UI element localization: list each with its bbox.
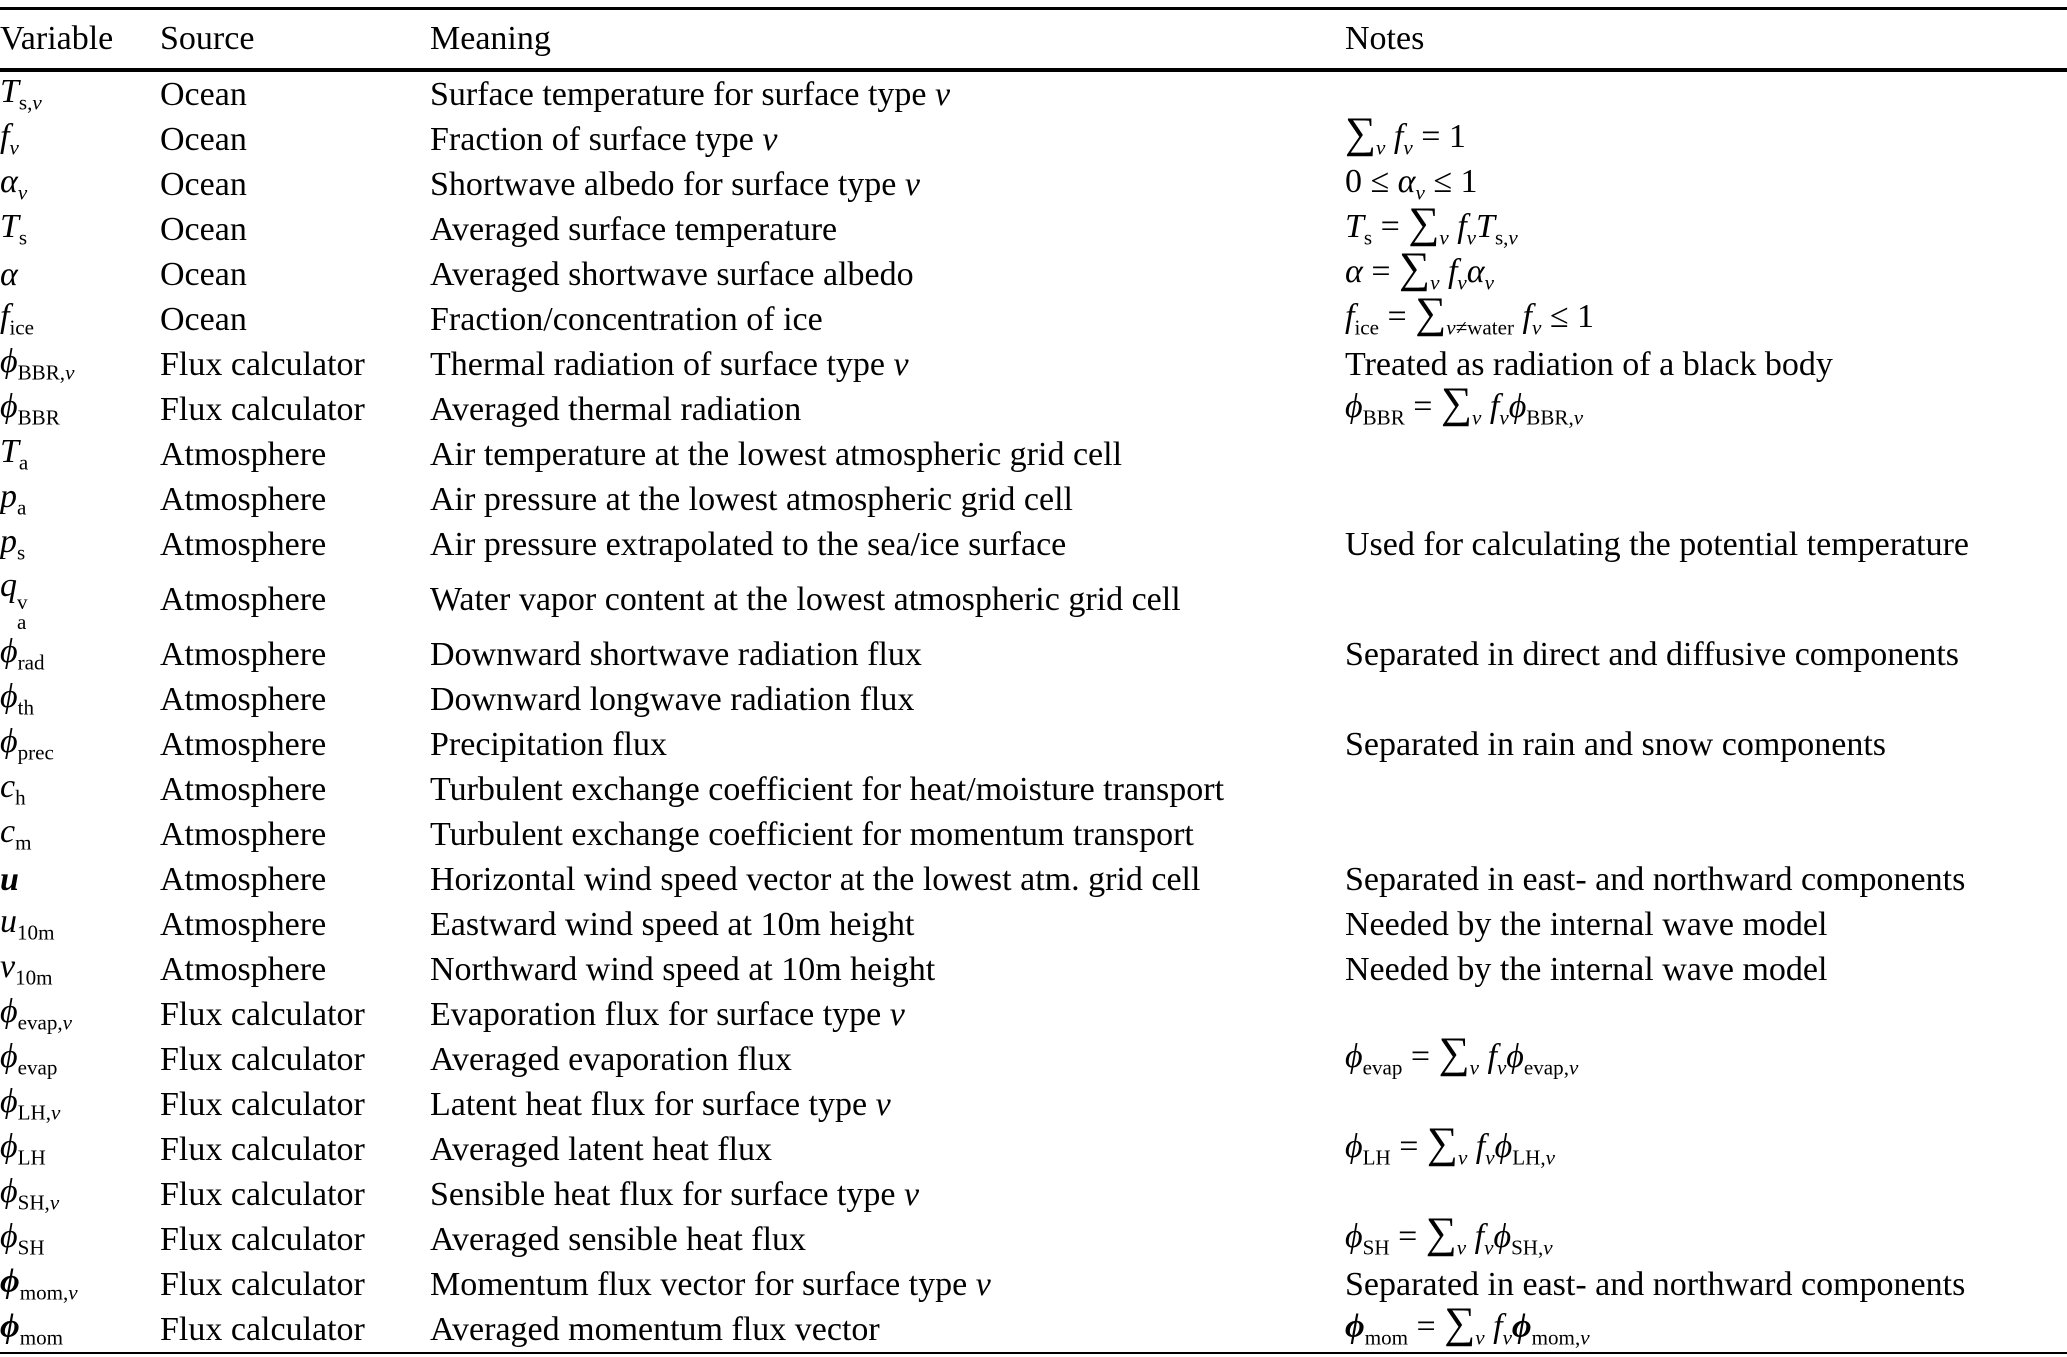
table-row xyxy=(0,722,2067,767)
table-row xyxy=(0,857,2067,902)
variable-cell: u xyxy=(0,860,19,898)
source-cell: Atmosphere xyxy=(160,435,327,473)
notes-cell xyxy=(1345,477,2067,522)
source-cell: Atmosphere xyxy=(160,770,327,808)
table-row xyxy=(0,477,2067,522)
notes-cell xyxy=(1345,767,2067,812)
notes-cell: $f_{ice} = \sum_{\nu\ne water}$ $f_\nu \le 1$ xyxy=(1345,289,1594,340)
source-cell: Atmosphere xyxy=(160,635,327,673)
meaning-cell: Averaged momentum flux vector xyxy=(430,1310,880,1348)
table-row xyxy=(0,767,2067,812)
meaning-cell: Evaporation flux for surface type ν xyxy=(430,995,905,1033)
source-cell: Ocean xyxy=(160,75,247,113)
meaning-cell: Precipitation flux xyxy=(430,725,668,763)
variable-cell: $\phi_{evap,\nu}$ xyxy=(0,993,73,1035)
notes-cell: Separated in east- and northward components xyxy=(1345,860,1966,898)
notes-cell: Separated in rain and snow components xyxy=(1345,725,1887,763)
table-row xyxy=(0,1127,2067,1172)
meaning-cell: Air pressure at the lowest atmospheric grid cell xyxy=(430,480,1073,518)
table-row xyxy=(0,1082,2067,1127)
source-cell: Atmosphere xyxy=(160,680,327,718)
variable-cell: $\phi_{prec}$ xyxy=(0,723,54,765)
table-row xyxy=(0,342,2067,387)
column-header-variable: Variable xyxy=(0,9,160,71)
table-row xyxy=(0,252,2067,297)
variable-cell: $T_a$ xyxy=(0,433,29,475)
meaning-cell: Averaged surface temperature xyxy=(430,210,838,248)
table-header-row xyxy=(0,9,2067,71)
meaning-cell: Downward shortwave radiation flux xyxy=(430,635,922,673)
variable-cell: $f_{ice}$ xyxy=(0,298,35,340)
variable-cell: α xyxy=(0,255,18,293)
source-cell: Atmosphere xyxy=(160,815,327,853)
table-row xyxy=(0,297,2067,342)
variable-cell: $p_a$ xyxy=(0,478,27,520)
variable-cell: $\phi_{BBR,\nu}$ xyxy=(0,343,75,385)
variable-cell: $\phi_{LH,\nu}$ xyxy=(0,1083,61,1125)
table-bottom-rule xyxy=(0,1352,2067,1357)
source-cell: Flux calculator xyxy=(160,1310,365,1348)
meaning-cell: Averaged evaporation flux xyxy=(430,1040,792,1078)
variable-cell: $\phi_{th}$ xyxy=(0,678,35,720)
table-row xyxy=(0,677,2067,722)
variable-cell: $\phi_{evap}$ xyxy=(0,1038,58,1080)
variable-cell: $\phi_{mom}$ xyxy=(0,1308,64,1350)
table-body xyxy=(0,70,2067,1352)
source-cell: Flux calculator xyxy=(160,995,365,1033)
table-row xyxy=(0,162,2067,207)
column-header-source: Source xyxy=(160,9,430,71)
meaning-cell: Turbulent exchange coefficient for momentum transport xyxy=(430,815,1194,853)
notes-cell: $\phi_{BBR} = \sum_\nu$ $f_\nu\phi_{BBR,\nu}$ xyxy=(1345,379,1584,430)
notes-cell: Separated in east- and northward components xyxy=(1345,1265,1966,1303)
meaning-cell: Shortwave albedo for surface type ν xyxy=(430,165,920,203)
source-cell: Flux calculator xyxy=(160,1130,365,1168)
meaning-cell: Averaged sensible heat flux xyxy=(430,1220,807,1258)
source-cell: Atmosphere xyxy=(160,725,327,763)
source-cell: Ocean xyxy=(160,300,247,338)
table-row xyxy=(0,1262,2067,1307)
meaning-cell: Averaged thermal radiation xyxy=(430,390,802,428)
variable-cell: $\phi_{SH}$ xyxy=(0,1218,45,1260)
variable-cell: $f_\nu$ xyxy=(0,118,19,160)
meaning-cell: Downward longwave radiation flux xyxy=(430,680,915,718)
table-row xyxy=(0,117,2067,162)
table-row xyxy=(0,432,2067,477)
table-row xyxy=(0,522,2067,567)
notes-cell xyxy=(1345,677,2067,722)
notes-cell: Separated in direct and diffusive components xyxy=(1345,635,1960,673)
table-row xyxy=(0,387,2067,432)
source-cell: Atmosphere xyxy=(160,905,327,943)
variable-cell: $u_{10m}$ xyxy=(0,903,55,945)
notes-cell xyxy=(1345,812,2067,857)
notes-cell: $\phi_{evap} = \sum_\nu$ $f_\nu\phi_{evap,\nu}$ xyxy=(1345,1029,1579,1080)
meaning-cell: Fraction/concentration of ice xyxy=(430,300,823,338)
table-row xyxy=(0,207,2067,252)
meaning-cell: Water vapor content at the lowest atmospheric grid cell xyxy=(430,580,1181,618)
table-row xyxy=(0,567,2067,632)
meaning-cell: Surface temperature for surface type ν xyxy=(430,75,951,113)
meaning-cell: Turbulent exchange coefficient for heat/moisture transport xyxy=(430,770,1225,808)
source-cell: Atmosphere xyxy=(160,480,327,518)
meaning-cell: Momentum flux vector for surface type ν xyxy=(430,1265,991,1303)
source-cell: Atmosphere xyxy=(160,580,327,618)
variable-cell: $c_m$ xyxy=(0,813,32,855)
meaning-cell: Air temperature at the lowest atmospheric grid cell xyxy=(430,435,1123,473)
column-header-meaning: Meaning xyxy=(430,9,1345,71)
variable-cell: $\alpha_\nu$ xyxy=(0,163,28,205)
table-row xyxy=(0,1037,2067,1082)
meaning-cell: Air pressure extrapolated to the sea/ice surface xyxy=(430,525,1067,563)
meaning-cell: Averaged shortwave surface albedo xyxy=(430,255,914,293)
variable-cell: $\phi_{rad}$ xyxy=(0,633,45,675)
meaning-cell: Eastward wind speed at 10m height xyxy=(430,905,915,943)
source-cell: Atmosphere xyxy=(160,525,327,563)
notes-cell: Needed by the internal wave model xyxy=(1345,905,1828,943)
variables-table xyxy=(0,7,2067,1352)
column-header-notes: Notes xyxy=(1345,9,2067,71)
table-row xyxy=(0,70,2067,117)
table-row xyxy=(0,1307,2067,1352)
variable-cell: $\phi_{BBR}$ xyxy=(0,388,60,430)
meaning-cell: Averaged latent heat flux xyxy=(430,1130,773,1168)
table-row xyxy=(0,992,2067,1037)
notes-cell: $\sum_\nu$ $f_\nu = 1$ xyxy=(1345,109,1466,160)
meaning-cell: Latent heat flux for surface type ν xyxy=(430,1085,891,1123)
variable-cell: $T_s$ xyxy=(0,208,28,250)
source-cell: Flux calculator xyxy=(160,1175,365,1213)
variable-cell: q v a xyxy=(0,567,28,635)
notes-cell xyxy=(1345,70,2067,117)
source-cell: Flux calculator xyxy=(160,1085,365,1123)
table-row xyxy=(0,947,2067,992)
notes-cell xyxy=(1345,567,2067,632)
table-row xyxy=(0,902,2067,947)
variable-cell: $T_{s,\nu}$ xyxy=(0,73,42,115)
notes-cell: $0 \le \alpha_\nu \le 1$ xyxy=(1345,163,1478,205)
notes-cell: $\phi_{SH} = \sum_\nu$ $f_\nu\phi_{SH,\nu}$ xyxy=(1345,1209,1553,1260)
source-cell: Flux calculator xyxy=(160,390,365,428)
source-cell: Flux calculator xyxy=(160,345,365,383)
notes-cell: Used for calculating the potential temperature xyxy=(1345,525,1970,563)
notes-cell: $T_s = \sum_\nu$ $f_\nu T_{s,\nu}$ xyxy=(1345,199,1518,250)
source-cell: Atmosphere xyxy=(160,860,327,898)
meaning-cell: Sensible heat flux for surface type ν xyxy=(430,1175,920,1213)
table-row xyxy=(0,632,2067,677)
notes-cell: $\phi_{LH} = \sum_\nu$ $f_\nu\phi_{LH,\nu}$ xyxy=(1345,1119,1555,1170)
meaning-cell: Horizontal wind speed vector at the lowest atm. grid cell xyxy=(430,860,1201,898)
source-cell: Ocean xyxy=(160,165,247,203)
variable-cell: $\phi_{LH}$ xyxy=(0,1128,46,1170)
sub-sup-stack: v a xyxy=(17,590,28,635)
variable-cell: $p_s$ xyxy=(0,523,26,565)
meaning-cell: Northward wind speed at 10m height xyxy=(430,950,936,988)
source-cell: Flux calculator xyxy=(160,1040,365,1078)
table-row xyxy=(0,1217,2067,1262)
meaning-cell: Fraction of surface type ν xyxy=(430,120,778,158)
variable-cell: $\phi_{SH,\nu}$ xyxy=(0,1173,60,1215)
notes-cell: $\alpha = \sum_\nu$ $f_\nu\alpha_\nu$ xyxy=(1345,244,1494,295)
table-row xyxy=(0,1172,2067,1217)
source-cell: Ocean xyxy=(160,210,247,248)
notes-cell: $\phi_{mom} = \sum_\nu$ $f_\nu\phi_{mom,\nu}$ xyxy=(1345,1299,1590,1350)
variable-cell: $\phi_{mom,\nu}$ xyxy=(0,1263,78,1305)
table-row xyxy=(0,812,2067,857)
notes-cell xyxy=(1345,432,2067,477)
source-cell: Ocean xyxy=(160,120,247,158)
source-cell: Atmosphere xyxy=(160,950,327,988)
meaning-cell: Thermal radiation of surface type ν xyxy=(430,345,909,383)
notes-cell: Needed by the internal wave model xyxy=(1345,950,1828,988)
variable-cell: $c_h$ xyxy=(0,768,26,810)
notes-cell: Treated as radiation of a black body xyxy=(1345,345,1833,383)
source-cell: Flux calculator xyxy=(160,1265,365,1303)
source-cell: Flux calculator xyxy=(160,1220,365,1258)
variable-cell: $v_{10m}$ xyxy=(0,948,53,990)
source-cell: Ocean xyxy=(160,255,247,293)
